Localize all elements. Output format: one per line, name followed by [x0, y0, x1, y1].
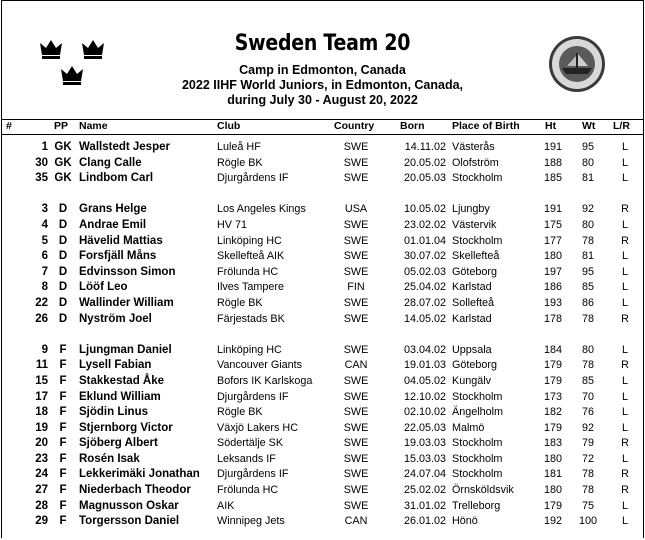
column-header-row	[2, 120, 643, 134]
player-born: 10.05.02	[403, 203, 446, 216]
player-country: SWE	[343, 312, 369, 325]
player-height: 179	[543, 359, 562, 372]
table-row	[2, 391, 643, 407]
player-shoots: R	[621, 484, 629, 497]
subtitle-dates: during July 30 - August 20, 2022	[227, 93, 418, 107]
player-number: 18	[35, 406, 48, 419]
player-born: 22.05.03	[403, 421, 446, 434]
player-weight: 81	[581, 172, 594, 185]
table-row	[2, 266, 643, 282]
player-place-of-birth: Hönö	[452, 515, 478, 528]
table-row	[2, 297, 643, 313]
player-club: Skellefteå AIK	[217, 250, 285, 263]
player-weight: 72	[581, 452, 594, 465]
player-name: Nyström Joel	[79, 312, 152, 325]
table-row	[2, 203, 643, 219]
player-height: 173	[543, 390, 562, 403]
player-height: 180	[543, 484, 562, 497]
player-height: 179	[543, 421, 562, 434]
player-number: 7	[41, 265, 48, 278]
player-position: GK	[54, 172, 72, 185]
player-name: Lindbom Carl	[79, 172, 154, 185]
player-country: SWE	[343, 265, 369, 278]
player-position: F	[59, 390, 67, 403]
player-born: 30.07.02	[403, 250, 446, 263]
player-country: SWE	[343, 406, 369, 419]
player-club: Frölunda HC	[217, 484, 279, 497]
player-club: Bofors IK Karlskoga	[217, 374, 313, 387]
player-weight: 75	[581, 499, 594, 512]
player-name: Stakkestad Åke	[79, 374, 165, 387]
player-weight: 86	[581, 296, 594, 309]
player-height: 177	[543, 234, 562, 247]
table-row	[2, 157, 643, 173]
player-born: 26.01.02	[403, 515, 446, 528]
player-name: Torgersson Daniel	[79, 515, 180, 528]
table-row	[2, 344, 643, 360]
player-country: USA	[344, 203, 368, 216]
player-born: 25.02.02	[403, 484, 446, 497]
page-title: Sweden Team 20	[234, 31, 411, 56]
player-height: 182	[543, 406, 562, 419]
player-height: 186	[543, 281, 562, 294]
player-place-of-birth: Trelleborg	[452, 499, 501, 512]
player-name: Lööf Leo	[79, 281, 128, 294]
player-place-of-birth: Karlstad	[452, 281, 492, 294]
player-place-of-birth: Örnsköldsvik	[452, 484, 514, 497]
player-weight: 76	[581, 406, 594, 419]
player-born: 20.05.02	[403, 156, 446, 169]
table-row	[2, 500, 643, 516]
player-weight: 78	[581, 484, 594, 497]
col-height: Ht	[545, 120, 557, 132]
player-position: F	[59, 421, 67, 434]
player-club: Djurgårdens IF	[217, 390, 289, 403]
subtitle-event: 2022 IIHF World Juniors, in Edmonton, Canada,	[181, 78, 464, 92]
player-position: D	[58, 250, 68, 263]
player-weight: 80	[581, 156, 594, 169]
player-name: Eklund William	[79, 390, 161, 403]
col-born: Born	[400, 120, 425, 132]
player-weight: 92	[581, 203, 594, 216]
table-row	[2, 468, 643, 484]
table-row	[2, 281, 643, 297]
player-born: 19.01.03	[403, 359, 446, 372]
player-club: Rögle BK	[217, 296, 263, 309]
player-number: 23	[35, 452, 48, 465]
table-row	[2, 141, 643, 157]
player-place-of-birth: Stockholm	[452, 468, 503, 481]
player-height: 191	[543, 203, 562, 216]
player-place-of-birth: Kungälv	[452, 374, 492, 387]
player-shoots: L	[621, 281, 628, 294]
player-club: Södertälje SK	[217, 437, 284, 450]
player-place-of-birth: Skellefteå	[452, 250, 500, 263]
player-position: D	[58, 265, 68, 278]
player-place-of-birth: Stockholm	[452, 234, 503, 247]
player-weight: 79	[581, 437, 594, 450]
player-name: Sjödin Linus	[79, 406, 148, 419]
player-place-of-birth: Stockholm	[452, 437, 503, 450]
player-height: 178	[543, 312, 562, 325]
player-country: SWE	[343, 156, 369, 169]
player-club: AIK	[217, 499, 235, 512]
player-number: 4	[41, 218, 48, 231]
player-number: 11	[35, 359, 48, 372]
player-name: Forsfjäll Måns	[79, 250, 157, 263]
player-position: D	[58, 234, 68, 247]
col-country: Country	[334, 120, 375, 132]
player-shoots: L	[621, 218, 628, 231]
player-club: HV 71	[217, 218, 248, 231]
player-name: Andrae Emil	[79, 218, 147, 231]
player-born: 19.03.03	[403, 437, 446, 450]
player-name: Clang Calle	[79, 156, 142, 169]
player-position: D	[58, 281, 68, 294]
player-country: SWE	[343, 421, 369, 434]
player-country: SWE	[343, 437, 369, 450]
col-place-of-birth: Place of Birth	[452, 120, 520, 132]
player-name: Wallstedt Jesper	[79, 141, 170, 153]
player-place-of-birth: Stockholm	[452, 452, 503, 465]
player-position: GK	[54, 141, 72, 153]
roster-header	[2, 1, 643, 119]
roster-page	[1, 0, 644, 538]
player-born: 03.04.02	[403, 343, 446, 356]
player-shoots: L	[621, 296, 628, 309]
player-height: 193	[543, 296, 562, 309]
player-country: SWE	[343, 343, 369, 356]
player-position: F	[59, 406, 67, 419]
player-shoots: L	[621, 172, 628, 185]
player-club: Djurgårdens IF	[217, 172, 289, 185]
player-country: SWE	[343, 499, 369, 512]
player-shoots: L	[621, 141, 628, 153]
player-height: 192	[543, 515, 562, 528]
player-club: Djurgårdens IF	[217, 468, 289, 481]
player-club: Los Angeles Kings	[217, 203, 306, 216]
player-place-of-birth: Uppsala	[452, 343, 492, 356]
player-height: 180	[543, 250, 562, 263]
table-row	[2, 437, 643, 453]
player-place-of-birth: Göteborg	[452, 265, 498, 278]
player-number: 17	[35, 390, 48, 403]
player-weight: 80	[581, 343, 594, 356]
player-born: 12.10.02	[403, 390, 446, 403]
player-shoots: R	[621, 312, 629, 325]
group-spacer	[2, 328, 643, 344]
player-weight: 95	[581, 265, 594, 278]
player-name: Rosén Isak	[79, 452, 140, 465]
player-height: 180	[543, 452, 562, 465]
player-place-of-birth: Västerås	[452, 141, 495, 153]
player-height: 183	[543, 437, 562, 450]
player-name: Ljungman Daniel	[79, 343, 172, 356]
player-club: Leksands IF	[217, 452, 276, 465]
player-place-of-birth: Olofström	[452, 156, 499, 169]
player-weight: 78	[581, 312, 594, 325]
player-shoots: L	[621, 406, 628, 419]
player-club: Färjestads BK	[217, 312, 285, 325]
player-weight: 80	[581, 218, 594, 231]
player-shoots: R	[621, 359, 629, 372]
player-shoots: R	[621, 437, 629, 450]
player-club: Linköping HC	[217, 234, 282, 247]
player-height: 185	[543, 172, 562, 185]
player-place-of-birth: Ängelholm	[452, 406, 504, 419]
player-weight: 78	[581, 468, 594, 481]
player-shoots: R	[621, 468, 629, 481]
player-born: 31.01.02	[403, 499, 446, 512]
player-place-of-birth: Sollefteå	[452, 296, 495, 309]
player-height: 184	[543, 343, 562, 356]
player-country: SWE	[343, 250, 369, 263]
player-country: FIN	[347, 281, 365, 294]
player-position: F	[59, 343, 67, 356]
player-position: F	[59, 484, 67, 497]
player-shoots: L	[621, 343, 628, 356]
col-weight: Wt	[582, 120, 596, 132]
player-born: 25.04.02	[403, 281, 446, 294]
player-number: 35	[35, 172, 48, 185]
player-position: F	[59, 515, 67, 528]
player-country: CAN	[344, 359, 368, 372]
player-born: 20.05.03	[403, 172, 446, 185]
player-number: 3	[41, 203, 48, 216]
player-born: 14.05.02	[403, 312, 446, 325]
player-height: 181	[543, 468, 562, 481]
player-club: Luleå HF	[217, 141, 261, 153]
player-height: 188	[543, 156, 562, 169]
player-position: F	[59, 468, 67, 481]
table-row	[2, 219, 643, 235]
player-name: Magnusson Oskar	[79, 499, 179, 512]
player-place-of-birth: Malmö	[452, 421, 485, 434]
player-position: F	[59, 374, 67, 387]
player-country: SWE	[343, 468, 369, 481]
player-height: 179	[543, 374, 562, 387]
player-position: F	[59, 452, 67, 465]
player-born: 23.02.02	[403, 218, 446, 231]
player-country: SWE	[343, 390, 369, 403]
player-number: 19	[35, 421, 48, 434]
player-number: 1	[41, 141, 48, 153]
table-row	[2, 515, 643, 531]
player-name: Wallinder William	[79, 296, 174, 309]
player-number: 22	[35, 296, 48, 309]
player-number: 30	[35, 156, 48, 169]
header-rule-bottom	[2, 134, 643, 135]
player-weight: 70	[581, 390, 594, 403]
table-row	[2, 422, 643, 438]
player-weight: 95	[581, 141, 594, 153]
player-weight: 92	[581, 421, 594, 434]
col-shoots: L/R	[613, 120, 630, 132]
player-name: Hävelid Mattias	[79, 234, 163, 247]
player-country: SWE	[343, 172, 369, 185]
player-number: 6	[41, 250, 48, 263]
table-row	[2, 313, 643, 329]
player-position: D	[58, 203, 68, 216]
player-number: 20	[35, 437, 48, 450]
player-place-of-birth: Stockholm	[452, 172, 503, 185]
player-number: 5	[41, 234, 48, 247]
player-country: SWE	[343, 484, 369, 497]
player-weight: 100	[578, 515, 597, 528]
player-club: Linköping HC	[217, 343, 282, 356]
player-born: 01.01.04	[403, 234, 446, 247]
player-height: 191	[543, 141, 562, 153]
player-name: Stjernborg Victor	[79, 421, 173, 434]
player-country: SWE	[343, 452, 369, 465]
player-position: F	[59, 499, 67, 512]
player-club: Ilves Tampere	[217, 281, 285, 294]
player-shoots: L	[621, 374, 628, 387]
player-place-of-birth: Karlstad	[452, 312, 492, 325]
player-country: CAN	[344, 515, 368, 528]
player-name: Grans Helge	[79, 203, 147, 216]
player-number: 9	[41, 343, 48, 356]
player-club: Rögle BK	[217, 156, 263, 169]
player-weight: 85	[581, 281, 594, 294]
player-number: 15	[35, 374, 48, 387]
player-position: D	[58, 218, 68, 231]
player-country: SWE	[343, 218, 369, 231]
player-born: 04.05.02	[403, 374, 446, 387]
roster-table	[2, 141, 643, 531]
player-place-of-birth: Göteborg	[452, 359, 498, 372]
col-name: Name	[79, 120, 108, 132]
player-shoots: L	[621, 390, 628, 403]
player-weight: 85	[581, 374, 594, 387]
player-country: SWE	[343, 374, 369, 387]
player-number: 27	[35, 484, 48, 497]
player-shoots: L	[621, 156, 628, 169]
player-weight: 81	[581, 250, 594, 263]
player-position: F	[59, 359, 67, 372]
player-position: GK	[54, 156, 72, 169]
player-club: Winnipeg Jets	[217, 515, 285, 528]
player-position: F	[59, 437, 67, 450]
player-number: 26	[35, 312, 48, 325]
player-shoots: L	[621, 452, 628, 465]
player-weight: 78	[581, 359, 594, 372]
player-name: Edvinsson Simon	[79, 265, 176, 278]
player-height: 175	[543, 218, 562, 231]
subtitle-camp: Camp in Edmonton, Canada	[239, 63, 406, 77]
player-place-of-birth: Västervik	[452, 218, 497, 231]
player-born: 05.02.03	[403, 265, 446, 278]
player-shoots: R	[621, 203, 629, 216]
player-club: Växjö Lakers HC	[217, 421, 299, 434]
player-shoots: L	[621, 515, 628, 528]
player-country: SWE	[343, 234, 369, 247]
player-born: 15.03.03	[403, 452, 446, 465]
player-place-of-birth: Ljungby	[452, 203, 490, 216]
table-row	[2, 235, 643, 251]
player-name: Lysell Fabian	[79, 359, 152, 372]
player-number: 24	[35, 468, 48, 481]
player-height: 179	[543, 499, 562, 512]
table-row	[2, 375, 643, 391]
player-name: Sjöberg Albert	[79, 437, 158, 450]
col-club: Club	[217, 120, 241, 132]
player-place-of-birth: Stockholm	[452, 390, 503, 403]
player-number: 8	[41, 281, 48, 294]
player-club: Vancouver Giants	[217, 359, 303, 372]
col-number: #	[6, 120, 12, 132]
player-weight: 78	[581, 234, 594, 247]
table-row	[2, 359, 643, 375]
player-number: 28	[35, 499, 48, 512]
player-born: 28.07.02	[403, 296, 446, 309]
group-spacer	[2, 188, 643, 204]
player-number: 29	[35, 515, 48, 528]
player-country: SWE	[343, 296, 369, 309]
player-shoots: L	[621, 499, 628, 512]
player-shoots: L	[621, 421, 628, 434]
player-shoots: L	[621, 250, 628, 263]
player-born: 24.07.04	[403, 468, 446, 481]
table-row	[2, 172, 643, 188]
player-country: SWE	[343, 141, 369, 153]
player-shoots: R	[621, 234, 629, 247]
player-born: 14.11.02	[404, 141, 446, 153]
player-name: Lekkerimäki Jonathan	[79, 468, 200, 481]
table-row	[2, 406, 643, 422]
player-club: Frölunda HC	[217, 265, 279, 278]
player-born: 02.10.02	[403, 406, 446, 419]
player-position: D	[58, 296, 68, 309]
table-row	[2, 453, 643, 469]
col-position: PP	[54, 120, 69, 132]
player-shoots: L	[621, 265, 628, 278]
table-row	[2, 484, 643, 500]
player-club: Rögle BK	[217, 406, 263, 419]
table-row	[2, 250, 643, 266]
player-position: D	[58, 312, 68, 325]
player-name: Niederbach Theodor	[79, 484, 191, 497]
player-height: 197	[543, 265, 562, 278]
